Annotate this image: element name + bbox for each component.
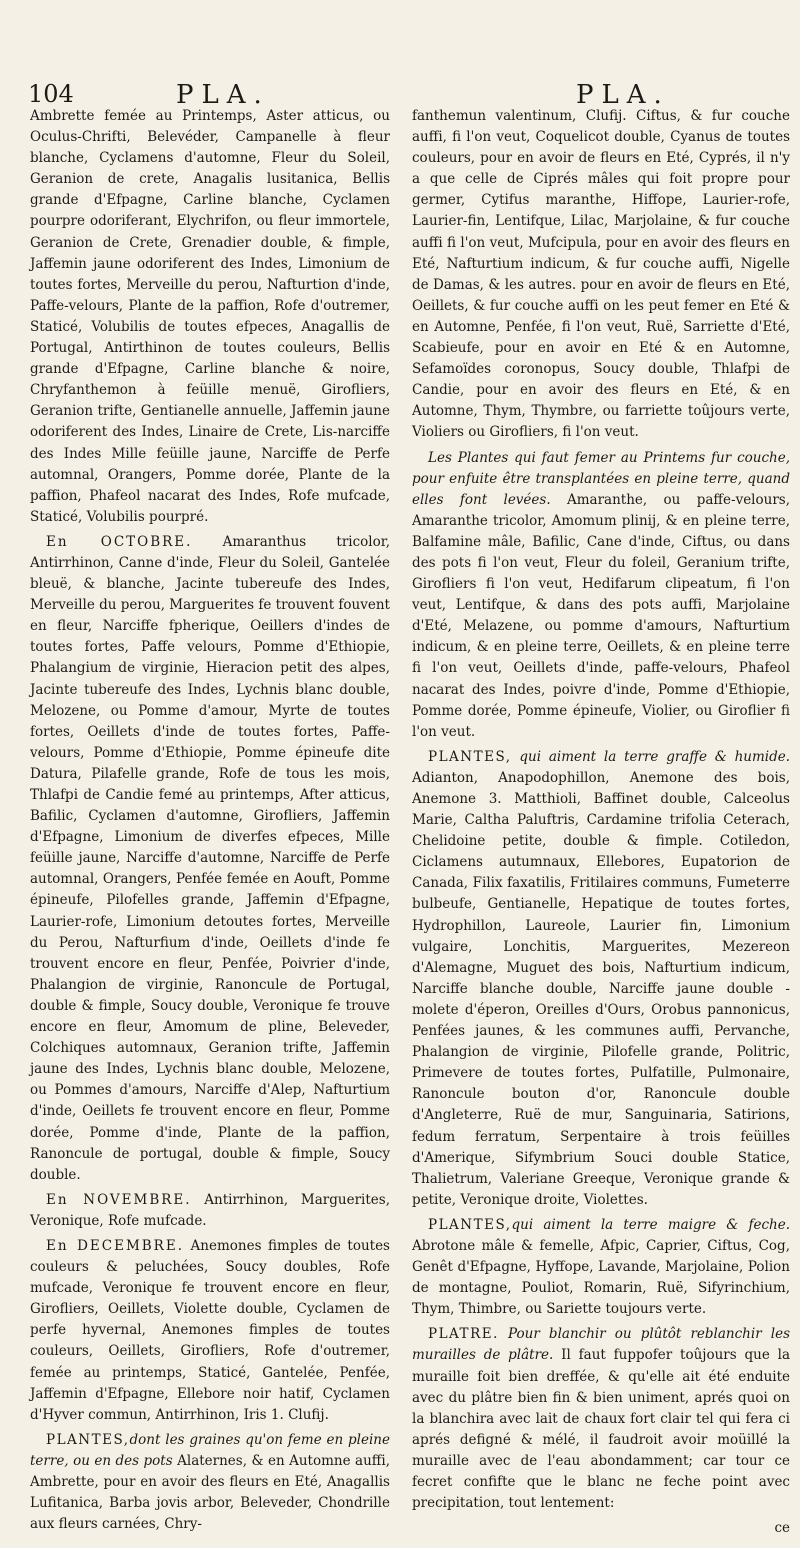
left-column — [30, 106, 390, 1539]
section-heading: PLATRE. — [428, 1326, 499, 1343]
paragraph: fanthemun valentinum, Clufij. Ciftus, & fur couche auffi, fi l'on veut, Coquelicot double, Cyanus de toutes couleurs, pour en avoir de fleurs en Eté, Cyprés, il n'y a que celle de Ciprés mâles qui foit propre pour germer, Cytifus maranthe, Hiffope, Laurier-rofe, Laurier-fin, Lentifque, Lilac, Marjolaine, & fur couche auffi fi l'on veut, Mufcipula, pour en avoir des fleurs en Eté, Nafturtium indicum, & fur couche auffi, Nigelle de Damas, & les autres. pour en avoir de fleurs en Eté, Oeillets, & fur couche auffi on les peut femer en Eté & en Automne, Penfée, fi l'on veut, Ruë, Sarriette d'Eté, Scabieufe, pour en avoir en Eté & en Automne, Sefamoïdes coronopus, Soucy double, Thlafpi de Candie, pour en avoir des fleurs en Eté, & en Automne, Thym, Thymbre, ou farriette toûjours verte, Violiers ou Girofliers, fi l'on veut. — [412, 108, 790, 441]
month-heading: En OCTOBRE. — [46, 533, 193, 550]
catchword: ce — [774, 1520, 790, 1537]
paragraph-text: Adianton, Anapodophillon, Anemone des bois, Anemone 3. Matthioli, Baffinet double, Calceolus Marie, Caltha Paluftris, Cardamine trifolia Ceterach, Chelidoine petite, double & fimple. Cotiledon, Ciclamens autumnaux, Ellebores, Eupatorion de Canada, Filix faxatilis, Fritilaires communs, Fumeterre bulbeufe, Gentianelle, Hepatique de toutes fortes, Hydrophillon, Laureole, Laurier fin, Limonium vulgaire, Lonchitis, Marguerites, Mezereon d'Alemagne, Muguet des bois, Nafturtium indicum, Narciffe blanche double, Narciffe jaune double - molete d'éperon, Oreilles d'Ours, Orobus pannonicus, Penfées jaunes, & les communes auffi, Pervanche, Phalangion de virginie, Pilofelle grande, Politric, Primevere de toutes fortes, Pulfatille, Pulmonaire, Ranoncule bouton d'or, Ranoncule double d'Angleterre, Ruë de mur, Sanguinaria, Satirions, fedum ferratum, Serpentaire à trois feüilles d'Amerique, Sifymbrium Souci double Statice, Thalietrum, Valeriane Greeque, Veronique grande & petite, Veronique droite, Violettes. — [412, 769, 790, 1208]
month-heading: En NOVEMBRE. — [46, 1191, 192, 1208]
paragraph-text: Abrotone mâle & femelle, Afpic, Caprier, Ciftus, Cog, Genêt d'Efpagne, Hyffope, Lavande, Marjolaine, Polion de montagne, Pouliot, Romarin, Ruë, Sifyrinchium, Thym, Thimbre, ou Sariette toujours verte. — [412, 1237, 790, 1318]
italic-text: Les Plantes qui faut femer au Printems fur couche, pour enfuite être transplantées en pleine terre, quand elles font levées. — [412, 449, 790, 508]
paragraph-text: Anemones fimples de toutes couleurs & peluchées, Soucy doubles, Rofe mufcade, Veronique fe trouvent encore en fleur, Girofliers, Oeillets, Violette double, Cyclamen de perfe hyvernal, Anemones fimples de toutes couleurs, Oeillets, Girofliers, Rofe d'outremer, femée au printemps, Staticé, Gantelée, Penfée, Jaffemin d'Efpagne, Ellebore noir hatif, Cyclamen d'Hyver commun, Antirrhinon, Iris 1. Clufij. — [30, 1237, 390, 1423]
paragraph — [30, 1236, 390, 1426]
italic-text: qui aiment la terre maigre & feche. — [511, 1216, 790, 1233]
right-column — [412, 106, 790, 1539]
paragraph — [30, 1190, 390, 1232]
paragraph-text: Amaranthus tricolor, Antirrhinon, Canne d'inde, Fleur du Soleil, Gantelée bleuë, & blanche, Jacinte tubereufe des Indes, Merveille du perou, Marguerites fe trouvent fouvent en fleur, Narciffe fpherique, Oeillers d'indes de toutes fortes, Paffe velours, Pomme d'Ethiopie, Phalangium de virginie, Hieracion petit des alpes, Jacinte tubereufe des Indes, Lychnis blanc double, Melozene, ou Pomme d'amour, Myrte de toutes fortes, Oeillets d'inde de toutes fortes, Paffe-velours, Pomme d'Ethiopie, Pomme épineufe dite Datura, Pilafelle grande, Rofe de tous les mois, Thlafpi de Candie femé au printemps, After atticus, Bafilic, Cyclamen d'automne, Girofliers, Jaffemin d'Efpagne, Limonium de diverfes efpeces, Mille feüille jaune, Narciffe d'automne, Narciffe de Perfe automnal, Orangers, Penfée femée en Aouft, Pomme épineufe, Pilofelles grande, Jaffemin d'Efpagne, Laurier-rofe, Limonium detoutes fortes, Merveille du Perou, Nafturfium d'inde, Oeillets d'inde fe trouvent encore en fleur, Penfée, Poivrier d'inde, Phalangion de virginie, Ranoncule de Portugal, double & fimple, Soucy double, Veronique fe trouve encore en fleur, Amomum de pline, Beleveder, Colchiques automnaux, Geranion trifte, Jaffemin jaune des Indes, Lychnis blanc double, Melozene, ou Pommes d'amours, Narciffe d'Alep, Nafturtium d'inde, Oeillets fe trouvent encore en fleur, Pomme dorée, Pomme d'inde, Plante de la paffion, Ranoncule de portugal, double & fimple, Soucy double. — [30, 533, 390, 1183]
paragraph-text: Amaranthe, ou paffe-velours, Amaranthe tricolor, Amomum plinij, & en pleine terre, Balfamine mâle, Bafilic, Cane d'inde, Ciftus, ou dans des pots fi l'on veut, Fleur du foleil, Geranium trifte, Girofliers fi l'on veut, Hedifarum clipeatum, fi l'on veut, Lentifque, & dans des pots auffi, Marjolaine d'Eté, Melazene, ou pomme d'amours, Nafturtium indicum, & en pleine terre, Oeillets, & en pleine terre fi l'on veut, Oeillets d'inde, paffe-velours, Phafeol nacarat des Indes, poivre d'inde, Pomme d'Ethiopie, Pomme dorée, Pomme épineufe, Violier, ou Giroflier fi l'on veut. — [412, 491, 790, 740]
paragraph-text: Il faut fuppofer toûjours que la muraille foit bien dreffée, & qu'elle ait été enduite avec du plâtre bien fin & bien uniment, aprés quoi on la blanchira avec lait de chaux fort clair tel qui fera ci aprés defigné & mélé, il faudroit avoir moüillé la muraille avec de l'eau abondamment; car tour ce fecret confifte que le blanc ne feche point avec precipitation, tout lentement: — [412, 1347, 790, 1512]
paragraph — [30, 1430, 390, 1535]
paragraph — [30, 532, 390, 1186]
running-head-left: PLA. — [176, 80, 270, 110]
section-heading: PLANTES, — [46, 1431, 130, 1448]
italic-text: dont les graines qu'on feme en pleine terre, ou en des pots — [30, 1431, 390, 1469]
paragraph-text: Antirrhinon, Marguerites, Veronique, Rofe mufcade. — [30, 1191, 390, 1229]
running-head-right: PLA. — [576, 80, 670, 110]
page-number: 104 — [28, 80, 74, 108]
month-heading: En DECEMBRE. — [46, 1237, 184, 1254]
paragraph — [412, 448, 790, 743]
section-heading: PLANTES, — [428, 1216, 512, 1233]
paragraph — [412, 1215, 790, 1320]
paragraph-text: Alaternes, & en Automne auffi, Ambrette, pour en avoir des fleurs en Eté, Anagallis Lufitanica, Barba jovis arbor, Beleveder, Chondrille aux fleurs carnées, Chry- — [30, 1452, 390, 1533]
paragraph — [412, 747, 790, 1211]
paragraph — [412, 1324, 790, 1514]
paragraph: Ambrette femée au Printemps, Aster atticus, ou Oculus-Chrifti, Belevéder, Campanelle à fleur blanche, Cyclamens d'automne, Fleur du Soleil, Geranion de crete, Anagalis lusitanica, Bellis grande d'Efpagne, Carline blanche, Cyclamen pourpre odoriferant, Elychrifon, ou fleur immortele, Geranion de Crete, Grenadier double, & fimple, Jaffemin jaune odoriferent des Indes, Limonium de toutes fortes, Merveille du perou, Nafturtion d'inde, Paffe-velours, Plante de la paffion, Rofe d'outremer, Staticé, Volubilis de toutes efpeces, Anagallis de Portugal, Antirthinon de toutes couleurs, Bellis grande d'Efpagne, Carline blanche & noire, Chryfanthemon à feüille menuë, Girofliers, Geranion trifte, Gentianelle annuelle, Jaffemin jaune odoriferent des Indes, Linaire de Crete, Lis-narciffe des Indes Mille feüille jaune, Narciffe de Perfe automnal, Orangers, Pomme dorée, Plante de la paffion, Phafeol nacarat des Indes, Rofe mufcade, Staticé, Volubilis pourpré. — [30, 108, 390, 525]
italic-text: Pour blanchir ou plûtôt reblanchir les murailles de plâtre. — [412, 1326, 790, 1364]
section-heading: PLANTES, — [428, 748, 512, 765]
italic-text: qui aiment la terre graffe & humide. — [519, 748, 791, 765]
